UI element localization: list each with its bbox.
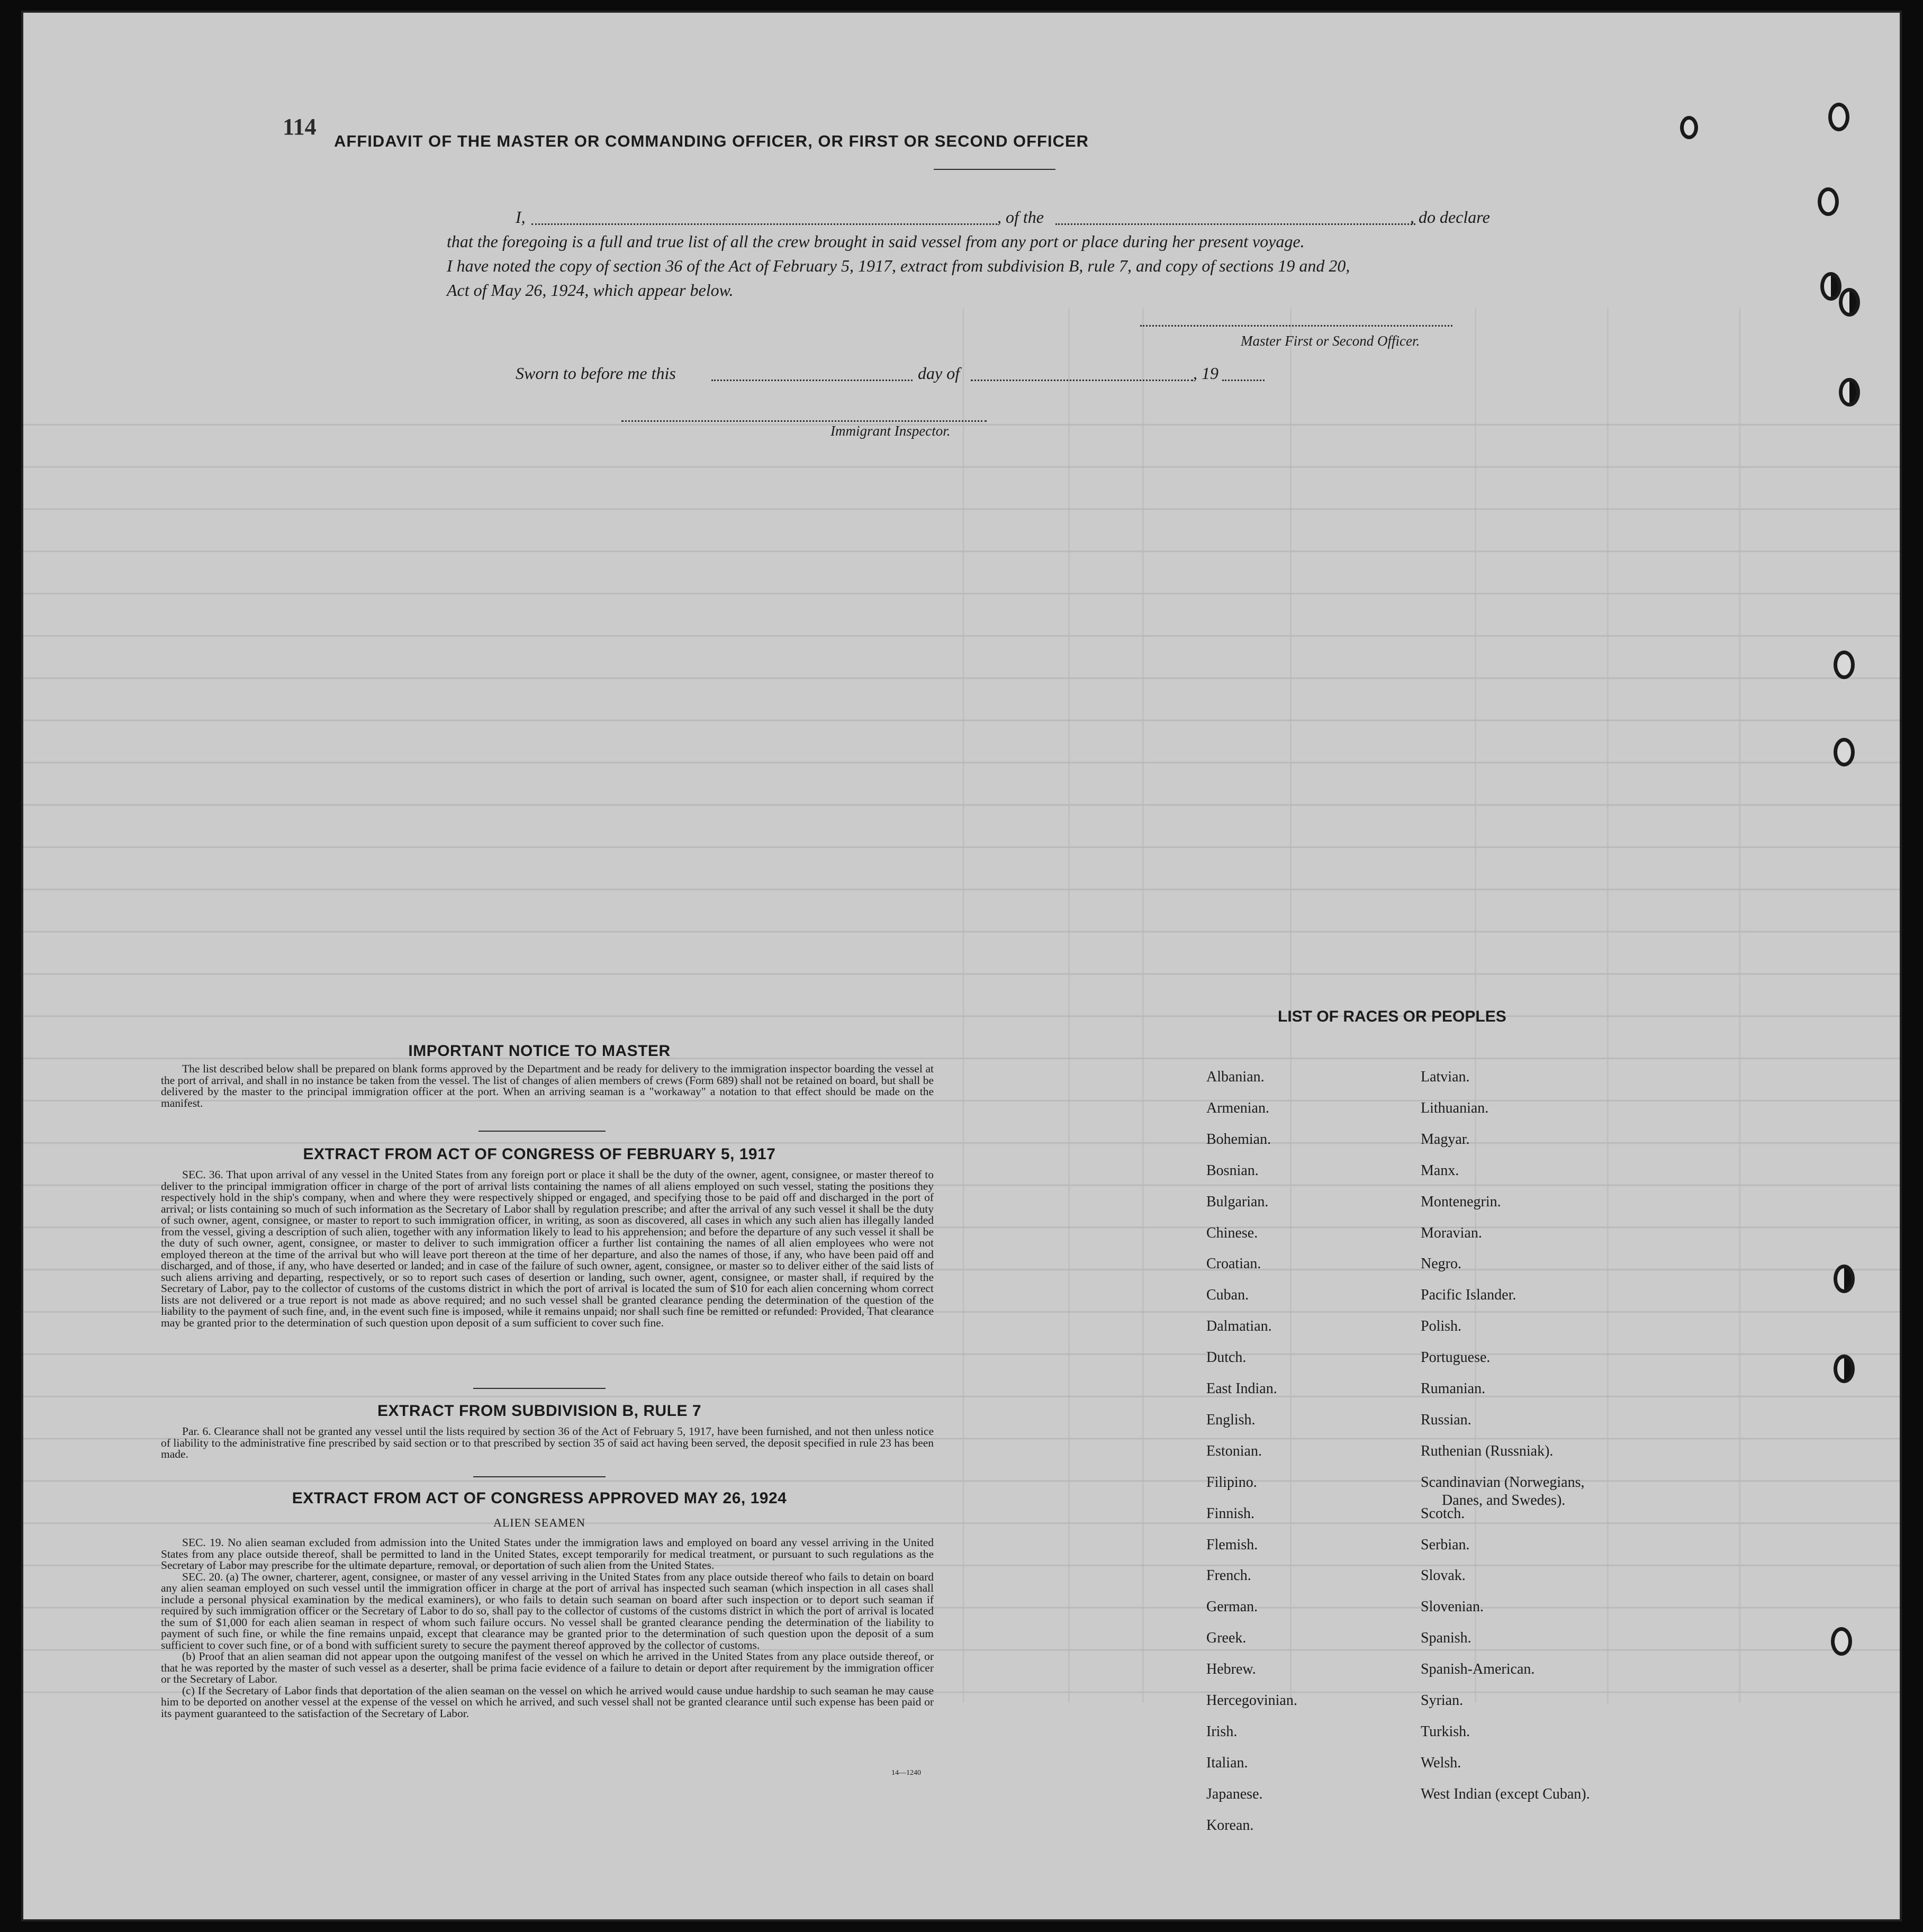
race-item: Polish. [1421, 1318, 1462, 1335]
divider [473, 1388, 606, 1389]
race-item: Chinese. [1206, 1224, 1258, 1241]
vessel-blank [1055, 223, 1415, 225]
race-item: Dalmatian. [1206, 1318, 1272, 1335]
inspector-signature-line [621, 420, 987, 422]
race-item: Bosnian. [1206, 1162, 1259, 1179]
divider [479, 1131, 606, 1132]
races-title: LIST OF RACES OR PEOPLES [1278, 1008, 1506, 1025]
master-signature-label: Master First or Second Officer. [1241, 333, 1420, 349]
race-item: Syrian. [1421, 1692, 1464, 1709]
race-item: Armenian. [1206, 1099, 1269, 1116]
race-item: East Indian. [1206, 1380, 1277, 1397]
punch-hole-icon [1680, 116, 1698, 139]
sworn-day-blank [711, 380, 913, 381]
race-item: Moravian. [1421, 1224, 1482, 1241]
punch-hole-icon [1839, 378, 1860, 407]
race-item: Filipino. [1206, 1474, 1257, 1491]
race-item: Danes, and Swedes). [1442, 1492, 1566, 1509]
sworn-label: Sworn to before me this [516, 364, 676, 383]
punch-hole-icon [1834, 1265, 1855, 1293]
race-item: Bulgarian. [1206, 1193, 1269, 1210]
race-item: Croatian. [1206, 1256, 1261, 1272]
race-item: Hercegovinian. [1206, 1692, 1297, 1709]
punch-hole-icon [1831, 1627, 1852, 1656]
race-item: Slovenian. [1421, 1599, 1484, 1615]
sworn-year-blank [1222, 380, 1265, 381]
race-item: Spanish-American. [1421, 1661, 1535, 1678]
sworn-month-blank [971, 380, 1193, 381]
race-item: Albanian. [1206, 1069, 1265, 1085]
section-20c-text: (c) If the Secretary of Labor finds that deportation of the alien seaman on the vessel on which he arrived would cause undue hardship to such seaman he may cause him to be deported on another vessel at the expense of the vessel on which he arrived, and such vessel shall not be granted clearance until such expense has been paid or its payment guaranteed to the satisfaction of the Secretary of Labor. [161, 1684, 934, 1720]
punch-hole-icon [1834, 1355, 1855, 1383]
punch-hole-icon [1834, 738, 1855, 766]
race-item: Korean. [1206, 1817, 1254, 1834]
race-item: Russian. [1421, 1411, 1471, 1428]
divider [473, 1476, 606, 1477]
race-item: Latvian. [1421, 1069, 1470, 1085]
section-36-text: SEC. 36. That upon arrival of any vessel in the United States from any foreign port or place it shall be the duty of the owner, agent, consignee, or master thereof to deliver to the principal immigration officer in charge of the port of arrival lists containing the names of all aliens employed on such vessel, stating the positions they respectively hold in the ship's company, when and where they were respectively shipped or engaged, and specifying those to be paid off and discharged in the port of arrival; or lists containing so much of such information as the Secretary of Labor shall by regulation prescribe; and after the arrival of any such vessel it shall be the duty of such owner, agent, consignee, or master to report to such immigration officer, in writing, as soon as discovered, all cases in which any such alien has illegally landed from the vessel, giving a description of such alien, together with any information likely to lead to his apprehension; and before the departure of any such vessel it shall be the duty of such owner, agent, consignee, or master to deliver to such immigration officer a further list containing the names of all alien employees who were not employed thereon at the time of the arrival but who will leave port thereon at the time of her departure, and also the names of those, if any, who have been paid off and discharged, and of those, if any, who have deserted or landed; and in case of the failure of such owner, agent, consignee, or master so to deliver either of the said lists of such aliens arriving and departing, respectively, or so to report such cases of desertion or landing, such owner, agent, consignee, or master shall, if required by the Secretary of Labor, pay to the collector of customs of the customs district in which the port of arrival is located the sum of $10 for each alien concerning whom correct lists are not delivered or a true report is not made as above required; and no such vessel shall be granted clearance pending the determination of the question of the liability to the payment of such fine, and, in the event such fine is imposed, while it remains unpaid; nor shall such fine be remitted or refunded: Provided, That clearance may be granted prior to the determination of such question upon deposit of a sum sufficient to cover such fine. [161, 1168, 934, 1329]
inspector-label: Immigrant Inspector. [830, 423, 951, 439]
stamp-number: 114 [283, 114, 317, 140]
section-20a-text: SEC. 20. (a) The owner, charterer, agent, consignee, or master of any vessel arriving in the United States from any place outside thereof who fails to detain on board any alien seaman employed on such vessel until the immigration officer in charge at the port of arrival has inspected such seaman (which inspection in all cases shall include a personal physical examination by the medical examiners), or who fails to detain such seaman on board after such inspection or to deport such seaman if required by such immigration officer or the Secretary of Labor to do so, shall pay to the collector of customs of the customs district in which the port of arrival is located the sum of $1,000 for each alien seaman in respect of whom such failure occurs. No vessel shall be granted clearance pending the determination of the liability to payment of such fine, or while the fine remains unpaid, except that clearance may be granted prior to the determination of such question upon the deposit of a sum sufficient to cover such fine, or of a bond with sufficient surety to secure the payment thereof approved by the collector of customs. [161, 1570, 934, 1651]
extract-1924-title: EXTRACT FROM ACT OF CONGRESS APPROVED MAY 26, 1924 [292, 1489, 787, 1507]
race-item: Serbian. [1421, 1536, 1470, 1553]
section-19-text: SEC. 19. No alien seaman excluded from admission into the United States under the immigration laws and employed on board any vessel arriving in the United States from any place outside thereof, shall be permitted to land in the United States, except temporarily for medical treatment, or pursuant to such regulations as the Secretary of Labor may prescribe for the ultimate departure, removal, or deportation of such alien from the United States. [161, 1536, 934, 1572]
sworn-day-of: day of [918, 364, 960, 383]
race-item: Turkish. [1421, 1723, 1470, 1740]
document-page [21, 11, 1902, 1921]
affidavit-line-4: Act of May 26, 1924, which appear below. [447, 281, 734, 300]
race-item: Rumanian. [1421, 1380, 1486, 1397]
race-item: Ruthenian (Russniak). [1421, 1442, 1554, 1459]
affidavit-line-1-start: I, [516, 207, 526, 227]
form-number: 14—1240 [891, 1769, 921, 1777]
master-signature-line [1140, 325, 1452, 327]
race-item: Irish. [1206, 1723, 1238, 1740]
race-item: French. [1206, 1567, 1251, 1584]
name-blank [531, 223, 997, 225]
race-item: Japanese. [1206, 1785, 1263, 1802]
sworn-year: , 19 [1193, 364, 1218, 383]
race-item: Bohemian. [1206, 1131, 1271, 1148]
race-item: Welsh. [1421, 1754, 1461, 1771]
race-item: Negro. [1421, 1256, 1461, 1272]
race-item: Scotch. [1421, 1505, 1465, 1522]
punch-hole-icon [1820, 272, 1841, 301]
race-item: Italian. [1206, 1754, 1248, 1771]
extract-1924-body [161, 1537, 934, 1719]
race-item: Portuguese. [1421, 1349, 1491, 1366]
race-item: Cuban. [1206, 1287, 1249, 1304]
race-item: Flemish. [1206, 1536, 1258, 1553]
affidavit-title: AFFIDAVIT OF THE MASTER OR COMMANDING OFFICER, OR FIRST OR SECOND OFFICER [333, 132, 1089, 150]
race-item: Dutch. [1206, 1349, 1247, 1366]
punch-hole-icon [1818, 187, 1839, 216]
punch-hole-icon [1839, 288, 1860, 317]
notice-text: The list described below shall be prepared on blank forms approved by the Department and be ready for delivery to the immigration inspector boarding the vessel at the port of arrival, and shall in no instance be taken from the vessel. The list of changes of alien members of crews (Form 689) shall not be retained on board, but shall be delivered by the master to the principal immigration officer at the port. When an arriving seaman is a "workaway" a notation to that effect should be made on the manifest. [161, 1062, 934, 1109]
rule7-title: EXTRACT FROM SUBDIVISION B, RULE 7 [377, 1402, 702, 1420]
race-item: Manx. [1421, 1162, 1459, 1179]
section-20b-text: (b) Proof that an alien seaman did not appear upon the outgoing manifest of the vessel on which he arrived in the United States from any place outside thereof, or that he was reported by the master of such vessel as a deserter, shall be prima facie evidence of a failure to detain or deport after requirement by the immigration officer or the Secretary of Labor. [161, 1650, 934, 1685]
notice-body [161, 1063, 934, 1109]
affidavit-line-1-end: , do declare [1410, 207, 1490, 227]
race-item: Finnish. [1206, 1505, 1255, 1522]
race-item: Scandinavian (Norwegians, [1421, 1474, 1585, 1491]
race-item: Magyar. [1421, 1131, 1470, 1148]
race-item: Pacific Islander. [1421, 1287, 1516, 1304]
extract-1917-body [161, 1169, 934, 1329]
rule7-body [161, 1426, 934, 1460]
notice-title: IMPORTANT NOTICE TO MASTER [408, 1042, 671, 1060]
race-item: Lithuanian. [1421, 1099, 1489, 1116]
alien-seamen-subtitle: ALIEN SEAMEN [493, 1516, 585, 1529]
race-item: Hebrew. [1206, 1661, 1256, 1678]
race-item: Slovak. [1421, 1567, 1466, 1584]
race-item: Greek. [1206, 1630, 1247, 1647]
race-item: Montenegrin. [1421, 1193, 1501, 1210]
extract-1917-title: EXTRACT FROM ACT OF CONGRESS OF FEBRUARY 5, 1917 [303, 1145, 776, 1163]
race-item: Spanish. [1421, 1630, 1471, 1647]
punch-hole-icon [1834, 651, 1855, 679]
par-6-text: Par. 6. Clearance shall not be granted any vessel until the lists required by section 36 of the Act of February 5, 1917, have been furnished, and not then unless notice of liability to the administrative fine prescribed by said section or to that prescribed by section 35 of said act having been served, the deposit specified in rule 23 has been made. [161, 1425, 934, 1460]
punch-hole-icon [1828, 103, 1849, 131]
affidavit-line-3: I have noted the copy of section 36 of the Act of February 5, 1917, extract from subdivision B, rule 7, and copy of sections 19 and 20, [447, 256, 1350, 275]
divider [934, 169, 1055, 170]
race-item: English. [1206, 1411, 1256, 1428]
affidavit-line-1-mid: , of the [997, 207, 1044, 227]
race-item: West Indian (except Cuban). [1421, 1785, 1590, 1802]
affidavit-line-2: that the foregoing is a full and true list of all the crew brought in said vessel from any port or place during her present voyage. [447, 232, 1305, 251]
race-item: Estonian. [1206, 1442, 1262, 1459]
race-item: German. [1206, 1599, 1258, 1615]
